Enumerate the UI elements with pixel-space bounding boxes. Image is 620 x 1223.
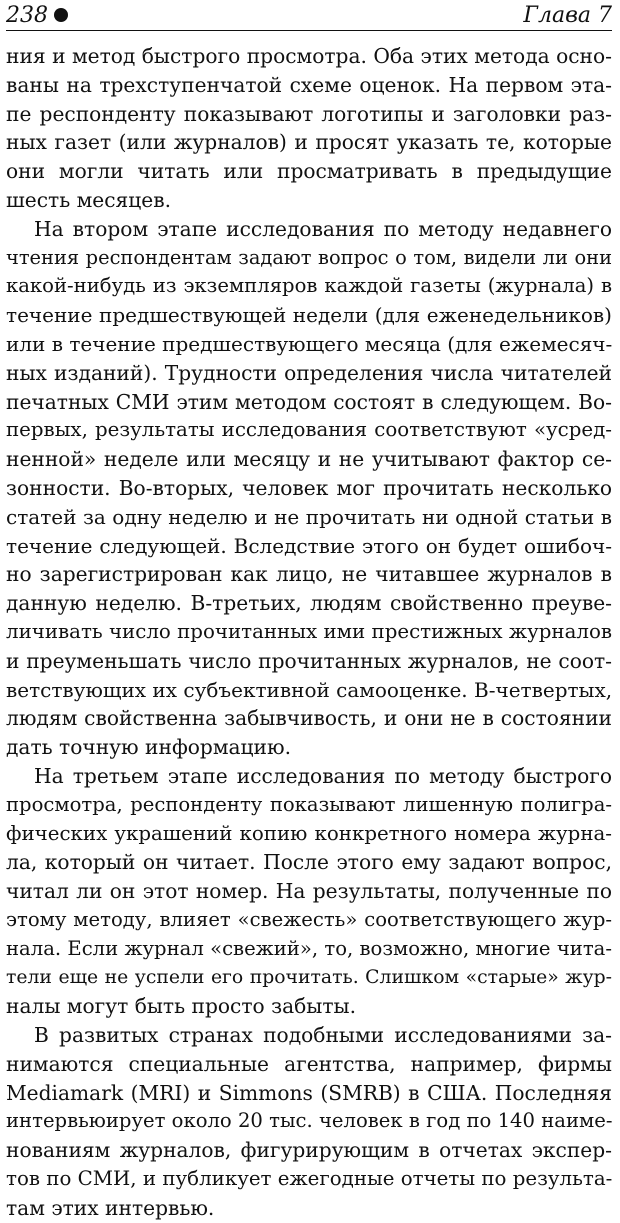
text-line: На третьем этапе исследования по методу быстрого: [34, 763, 612, 788]
text-line: ния и метод быстрого просмотра. Оба этих метода осно-: [6, 44, 612, 68]
body-text: [6, 42, 612, 1223]
text-line: печатных СМИ этим методом состоят в следующем. Во-: [6, 389, 612, 414]
text-line: ветствующих их субъективной самооценке. В-четвертых,: [6, 677, 612, 702]
bullet-dot-icon: [54, 8, 68, 22]
text-line: нимаются специальные агентства, например, фирмы: [6, 1051, 612, 1076]
text-line: ваны на трехступенчатой схеме оценок. На первом эта-: [6, 72, 612, 97]
text-line: ненной» неделе или месяцу и не учитывают фактор се-: [6, 447, 612, 472]
text-line: течение предшествующей недели (для еженедельников): [6, 303, 612, 328]
text-line: и преуменьшать число прочитанных журналов, не соот-: [6, 648, 612, 673]
chapter-title: Глава 7: [523, 2, 612, 28]
text-line: нала. Если журнал «свежий», то, возможно, многие чита-: [6, 936, 612, 960]
text-line: они могли читать или просматривать в предыдущие: [6, 159, 612, 184]
text-line: ных газет (или журналов) и просят указать те, которые: [6, 130, 612, 155]
page-number-group: [6, 3, 68, 28]
text-line: просмотра, респонденту показывают лишенную полигра-: [6, 792, 612, 816]
text-line: но зарегистрирован как лицо, не читавшее журналов в: [6, 562, 612, 587]
text-line: нованиям журналов, фигурирующим в отчетах экспер-: [6, 1138, 612, 1163]
text-line: пе респонденту показывают логотипы и заголовки раз-: [6, 101, 612, 126]
text-line: этому методу, влияет «свежесть» соответствующего жур-: [6, 907, 612, 931]
text-line: зонности. Во-вторых, человек мог прочитать несколько: [6, 475, 612, 500]
text-line: тов по СМИ, и публикует ежегодные отчеты по результа-: [6, 1167, 612, 1191]
text-line: В развитых странах подобными исследованиями за-: [34, 1023, 612, 1048]
text-line: людям свойственна забывчивость, и они не в состоянии: [6, 706, 612, 731]
text-line: тели еще не успели его прочитать. Слишком «старые» жур-: [6, 966, 612, 988]
text-line: читал ли он этот номер. На результаты, полученные по: [6, 879, 612, 904]
text-line: чтения респондентам задают вопрос о том, видели ли они: [6, 245, 612, 269]
text-line: или в течение предшествующего месяца (для ежемесяч-: [6, 331, 612, 356]
text-line: Mediamark (MRI) и Simmons (SMRB) в США. Последняя: [6, 1080, 612, 1105]
text-line: На втором этапе исследования по методу недавнего: [34, 216, 612, 241]
text-line: дать точную информацию.: [6, 735, 291, 760]
text-line: течение следующей. Вследствие этого он будет ошибоч-: [6, 533, 612, 558]
text-line: ла, который он читает. После этого ему задают вопрос,: [6, 850, 612, 875]
text-line: ных изданий). Трудности определения числа читателей: [6, 360, 612, 385]
text-line: налы могут быть просто забыты.: [6, 994, 356, 1019]
running-head: [6, 0, 612, 31]
text-line: первых, результаты исследования соответствуют «усред-: [6, 418, 612, 442]
text-line: интервьюирует около 20 тыс. человек в год по 140 наиме-: [6, 1109, 612, 1133]
text-line: личивать число прочитанных ими престижных журналов: [6, 619, 612, 643]
page-number: 238: [6, 2, 48, 28]
text-line: там этих интервью.: [6, 1195, 215, 1220]
text-line: данную неделю. В-третьих, людям свойственно преуве-: [6, 591, 612, 616]
text-line: шесть месяцев.: [6, 187, 171, 212]
text-line: какой-нибудь из экземпляров каждой газеты (журнала) в: [6, 274, 612, 298]
text-line: статей за одну неделю и не прочитать ни одной статьи в: [6, 504, 612, 529]
text-line: фических украшений копию конкретного номера журна-: [6, 821, 612, 845]
